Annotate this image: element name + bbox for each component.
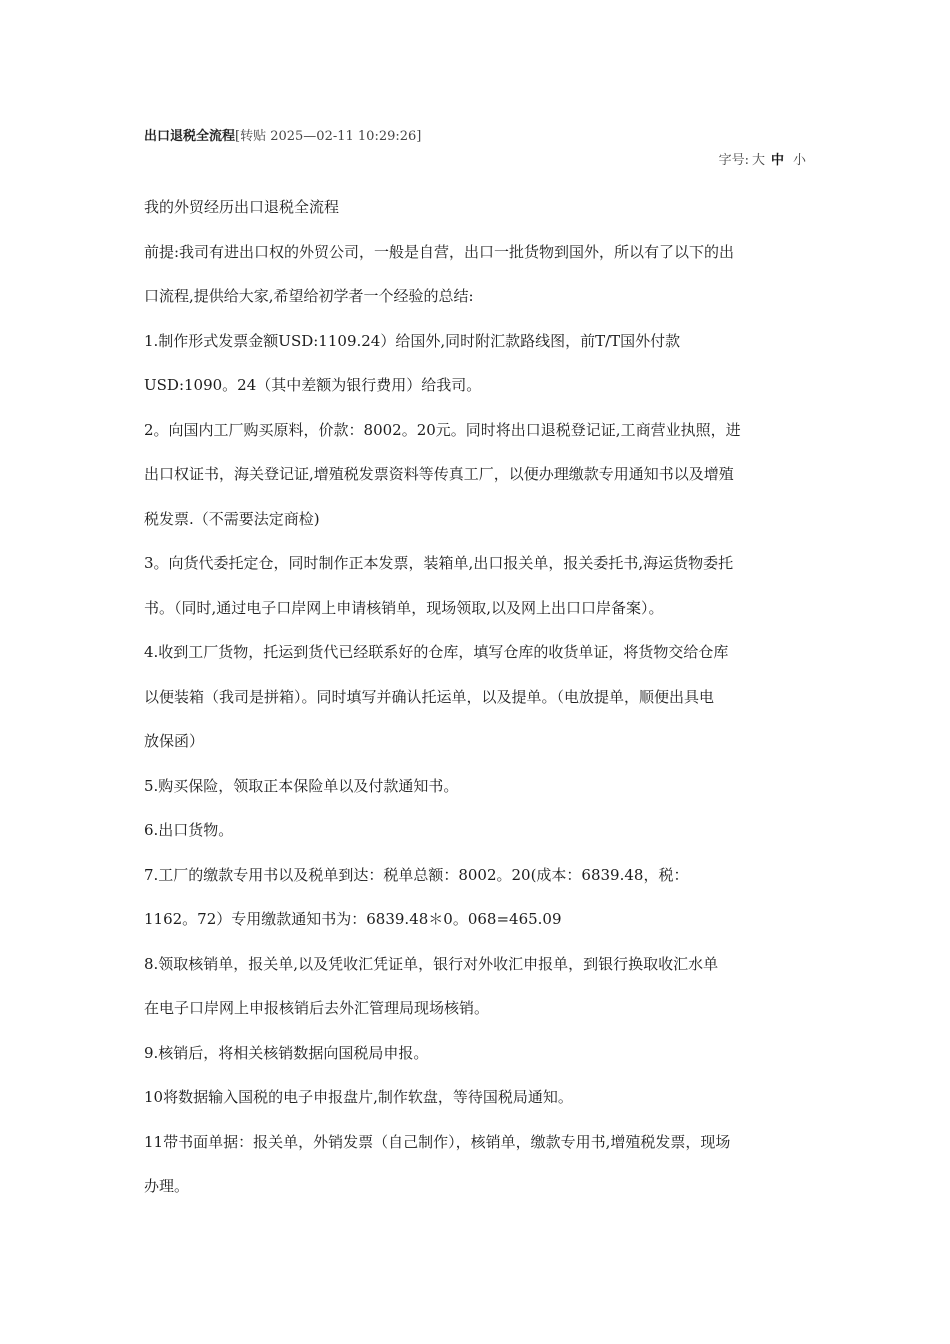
- article-line: 书。（同时,通过电子口岸网上申请核销单，现场领取,以及网上出口口岸备案）。: [144, 598, 664, 617]
- font-size-large-link[interactable]: 大: [751, 153, 765, 168]
- post-header: [144, 126, 421, 147]
- font-size-switch: [719, 151, 806, 171]
- article-line: 11带书面单据：报关单，外销发票（自己制作），核销单，缴款专用书,增殖税发票，现场: [144, 1132, 731, 1151]
- article-line: 以便装箱（我司是拼箱）。同时填写并确认托运单，以及提单。（电放提单，顺便出具电: [144, 687, 715, 706]
- article-line: 4.收到工厂货物，托运到货代已经联系好的仓库，填写仓库的收货单证，将货物交给仓库: [144, 643, 729, 661]
- article-line: 我的外贸经历出口退税全流程: [144, 198, 340, 216]
- article-line: 前提:我司有进出口权的外贸公司，一般是自营，出口一批货物到国外，所以有了以下的出: [144, 242, 735, 261]
- article-line: 9.核销后，将相关核销数据向国税局申报。: [144, 1043, 429, 1062]
- font-size-small-link[interactable]: 小: [792, 153, 806, 168]
- article-line: 1162。72）专用缴款通知书为：6839.48＊0。068=465.09: [144, 910, 562, 928]
- article-line: 口流程,提供给大家,希望给初学者一个经验的总结:: [144, 287, 474, 305]
- article-line: 在电子口岸网上申报核销后去外汇管理局现场核销。: [144, 999, 490, 1017]
- article-line: 5.购买保险，领取正本保险单以及付款通知书。: [144, 776, 459, 795]
- article-line: 8.领取核销单，报关单,以及凭收汇凭证单，银行对外收汇申报单，到银行换取收汇水单: [144, 954, 719, 973]
- article-line: 6.出口货物。: [144, 821, 234, 839]
- post-meta: [转贴 2025—02-11 10:29:26]: [235, 129, 422, 144]
- article-line: 2。向国内工厂购买原料，价款：8002。20元。同时将出口退税登记证,工商营业执照，进: [144, 420, 741, 439]
- font-size-label: 字号:: [718, 153, 749, 168]
- article-line: 1.制作形式发票金额USD:1109.24）给国外,同时附汇款路线图，前T/T国外付款: [144, 331, 681, 350]
- article-body: [144, 185, 806, 1209]
- article-line: 10将数据输入国税的电子申报盘片,制作软盘，等待国税局通知。: [144, 1088, 573, 1106]
- article-line: 放保函）: [144, 732, 205, 750]
- font-size-medium-link[interactable]: 中: [770, 153, 784, 168]
- article-line: 税发票.（不需要法定商检): [144, 509, 320, 528]
- article-line: 办理。: [144, 1177, 190, 1195]
- post-title: 出口退税全流程: [144, 129, 236, 144]
- article-line: USD:1090。24（其中差额为银行费用）给我司。: [144, 376, 482, 394]
- article-line: 3。向货代委托定仓，同时制作正本发票，装箱单,出口报关单，报关委托书,海运货物委托: [144, 554, 734, 572]
- article-line: 7.工厂的缴款专用书以及税单到达：税单总额：8002。20(成本：6839.48，税：: [144, 865, 689, 884]
- article-line: 出口权证书，海关登记证,增殖税发票资料等传真工厂，以便办理缴款专用通知书以及增殖: [144, 465, 734, 483]
